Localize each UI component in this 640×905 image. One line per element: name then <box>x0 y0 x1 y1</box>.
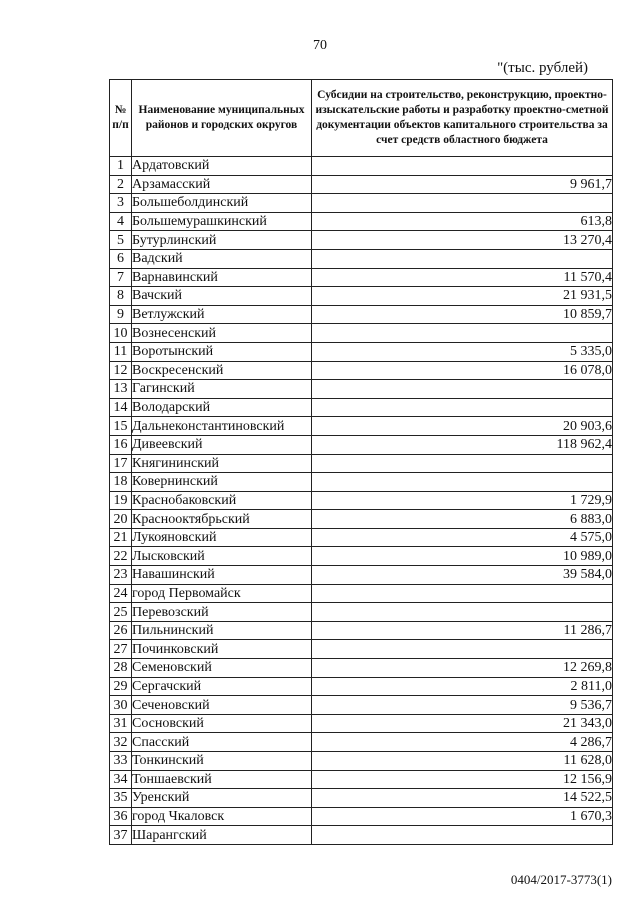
subsidy-amount: 1 670,3 <box>312 807 613 826</box>
district-name: Воскресенский <box>132 361 312 380</box>
row-number: 27 <box>110 640 132 659</box>
district-name: Краснооктябрьский <box>132 510 312 529</box>
subsidy-amount <box>312 194 613 213</box>
district-name: Сосновский <box>132 714 312 733</box>
subsidy-amount: 10 989,0 <box>312 547 613 566</box>
table-row <box>110 733 613 752</box>
row-number: 18 <box>110 473 132 492</box>
district-name: Вадский <box>132 249 312 268</box>
subsidy-amount: 14 522,5 <box>312 789 613 808</box>
table-row <box>110 826 613 845</box>
row-number: 11 <box>110 342 132 361</box>
subsidy-amount: 118 962,4 <box>312 435 613 454</box>
table-row <box>110 789 613 808</box>
table-row <box>110 696 613 715</box>
subsidy-amount <box>312 324 613 343</box>
district-name: Воротынский <box>132 342 312 361</box>
subsidy-amount: 613,8 <box>312 212 613 231</box>
row-number: 3 <box>110 194 132 213</box>
row-number: 7 <box>110 268 132 287</box>
district-name: Арзамасский <box>132 175 312 194</box>
table-row <box>110 454 613 473</box>
row-number: 8 <box>110 287 132 306</box>
subsidy-amount: 4 286,7 <box>312 733 613 752</box>
subsidy-amount: 21 343,0 <box>312 714 613 733</box>
district-name: Лукояновский <box>132 528 312 547</box>
district-name: Навашинский <box>132 566 312 585</box>
subsidy-amount <box>312 826 613 845</box>
subsidy-amount <box>312 157 613 176</box>
table-row <box>110 305 613 324</box>
table-row <box>110 361 613 380</box>
row-number: 26 <box>110 621 132 640</box>
row-number: 6 <box>110 249 132 268</box>
district-name: город Чкаловск <box>132 807 312 826</box>
table-row <box>110 194 613 213</box>
row-number: 21 <box>110 528 132 547</box>
table-row <box>110 417 613 436</box>
row-number: 29 <box>110 677 132 696</box>
district-name: Шарангский <box>132 826 312 845</box>
subsidy-amount <box>312 249 613 268</box>
district-name: Тоншаевский <box>132 770 312 789</box>
subsidy-amount: 12 269,8 <box>312 659 613 678</box>
header-num: № п/п <box>110 80 132 157</box>
subsidy-amount: 39 584,0 <box>312 566 613 585</box>
table-row <box>110 324 613 343</box>
table-row <box>110 659 613 678</box>
district-name: город Первомайск <box>132 584 312 603</box>
row-number: 28 <box>110 659 132 678</box>
table-row <box>110 510 613 529</box>
subsidy-amount <box>312 584 613 603</box>
subsidy-amount: 12 156,9 <box>312 770 613 789</box>
subsidy-amount <box>312 398 613 417</box>
district-name: Сергачский <box>132 677 312 696</box>
subsidy-amount <box>312 640 613 659</box>
row-number: 25 <box>110 603 132 622</box>
table-header-row <box>110 80 613 157</box>
row-number: 20 <box>110 510 132 529</box>
table-row <box>110 714 613 733</box>
header-name: Наименование муниципальных районов и городских округов <box>132 80 312 157</box>
district-name: Спасский <box>132 733 312 752</box>
district-name: Дальнеконстантиновский <box>132 417 312 436</box>
table-row <box>110 621 613 640</box>
table-row <box>110 770 613 789</box>
table-row <box>110 435 613 454</box>
district-name: Тонкинский <box>132 752 312 771</box>
district-name: Ветлужский <box>132 305 312 324</box>
subsidy-amount: 9 536,7 <box>312 696 613 715</box>
header-sum: Субсидии на строительство, реконструкцию, проектно-изыскательские работы и разработку проектно-сметной документации объектов капитального строительства за счет средств областного бюджета <box>312 80 613 157</box>
row-number: 1 <box>110 157 132 176</box>
district-name: Варнавинский <box>132 268 312 287</box>
district-name: Сеченовский <box>132 696 312 715</box>
row-number: 5 <box>110 231 132 250</box>
subsidy-amount: 5 335,0 <box>312 342 613 361</box>
table-row <box>110 566 613 585</box>
row-number: 10 <box>110 324 132 343</box>
row-number: 9 <box>110 305 132 324</box>
row-number: 37 <box>110 826 132 845</box>
subsidy-table <box>109 79 613 845</box>
row-number: 13 <box>110 380 132 399</box>
district-name: Большеболдинский <box>132 194 312 213</box>
row-number: 16 <box>110 435 132 454</box>
subsidy-amount <box>312 603 613 622</box>
page-number: 70 <box>313 38 327 53</box>
units-label: "(тыс. рублей) <box>497 60 588 76</box>
subsidy-amount: 20 903,6 <box>312 417 613 436</box>
table-row <box>110 547 613 566</box>
district-name: Бутурлинский <box>132 231 312 250</box>
table-row <box>110 491 613 510</box>
subsidy-amount: 6 883,0 <box>312 510 613 529</box>
district-name: Починковский <box>132 640 312 659</box>
row-number: 17 <box>110 454 132 473</box>
subsidy-amount: 11 286,7 <box>312 621 613 640</box>
district-name: Краснобаковский <box>132 491 312 510</box>
row-number: 33 <box>110 752 132 771</box>
district-name: Дивеевский <box>132 435 312 454</box>
row-number: 12 <box>110 361 132 380</box>
subsidy-amount: 4 575,0 <box>312 528 613 547</box>
table-row <box>110 249 613 268</box>
table-row <box>110 231 613 250</box>
subsidy-amount: 9 961,7 <box>312 175 613 194</box>
subsidy-amount: 13 270,4 <box>312 231 613 250</box>
table-row <box>110 212 613 231</box>
row-number: 22 <box>110 547 132 566</box>
row-number: 32 <box>110 733 132 752</box>
table-row <box>110 268 613 287</box>
district-name: Семеновский <box>132 659 312 678</box>
subsidy-amount: 11 628,0 <box>312 752 613 771</box>
district-name: Княгининский <box>132 454 312 473</box>
table-body <box>110 157 613 845</box>
table-row <box>110 603 613 622</box>
table-row <box>110 398 613 417</box>
row-number: 23 <box>110 566 132 585</box>
table-row <box>110 807 613 826</box>
district-name: Уренский <box>132 789 312 808</box>
row-number: 15 <box>110 417 132 436</box>
row-number: 2 <box>110 175 132 194</box>
document-code: 0404/2017-3773(1) <box>510 872 612 887</box>
subsidy-amount <box>312 454 613 473</box>
table-row <box>110 584 613 603</box>
subsidy-amount: 1 729,9 <box>312 491 613 510</box>
row-number: 14 <box>110 398 132 417</box>
row-number: 36 <box>110 807 132 826</box>
district-name: Вачский <box>132 287 312 306</box>
district-name: Пильнинский <box>132 621 312 640</box>
row-number: 34 <box>110 770 132 789</box>
table-row <box>110 752 613 771</box>
subsidy-amount: 2 811,0 <box>312 677 613 696</box>
district-name: Гагинский <box>132 380 312 399</box>
district-name: Перевозский <box>132 603 312 622</box>
table-row <box>110 528 613 547</box>
district-name: Ковернинский <box>132 473 312 492</box>
table-row <box>110 175 613 194</box>
table-row <box>110 157 613 176</box>
table-row <box>110 380 613 399</box>
subsidy-amount: 21 931,5 <box>312 287 613 306</box>
subsidy-amount: 10 859,7 <box>312 305 613 324</box>
row-number: 31 <box>110 714 132 733</box>
row-number: 30 <box>110 696 132 715</box>
table-row <box>110 287 613 306</box>
subsidy-amount: 16 078,0 <box>312 361 613 380</box>
table-row <box>110 473 613 492</box>
subsidy-amount: 11 570,4 <box>312 268 613 287</box>
district-name: Володарский <box>132 398 312 417</box>
row-number: 35 <box>110 789 132 808</box>
district-name: Лысковский <box>132 547 312 566</box>
district-name: Большемурашкинский <box>132 212 312 231</box>
row-number: 4 <box>110 212 132 231</box>
table-row <box>110 677 613 696</box>
district-name: Вознесенский <box>132 324 312 343</box>
subsidy-amount <box>312 473 613 492</box>
subsidy-amount <box>312 380 613 399</box>
district-name: Ардатовский <box>132 157 312 176</box>
table-row <box>110 640 613 659</box>
table-row <box>110 342 613 361</box>
row-number: 24 <box>110 584 132 603</box>
row-number: 19 <box>110 491 132 510</box>
